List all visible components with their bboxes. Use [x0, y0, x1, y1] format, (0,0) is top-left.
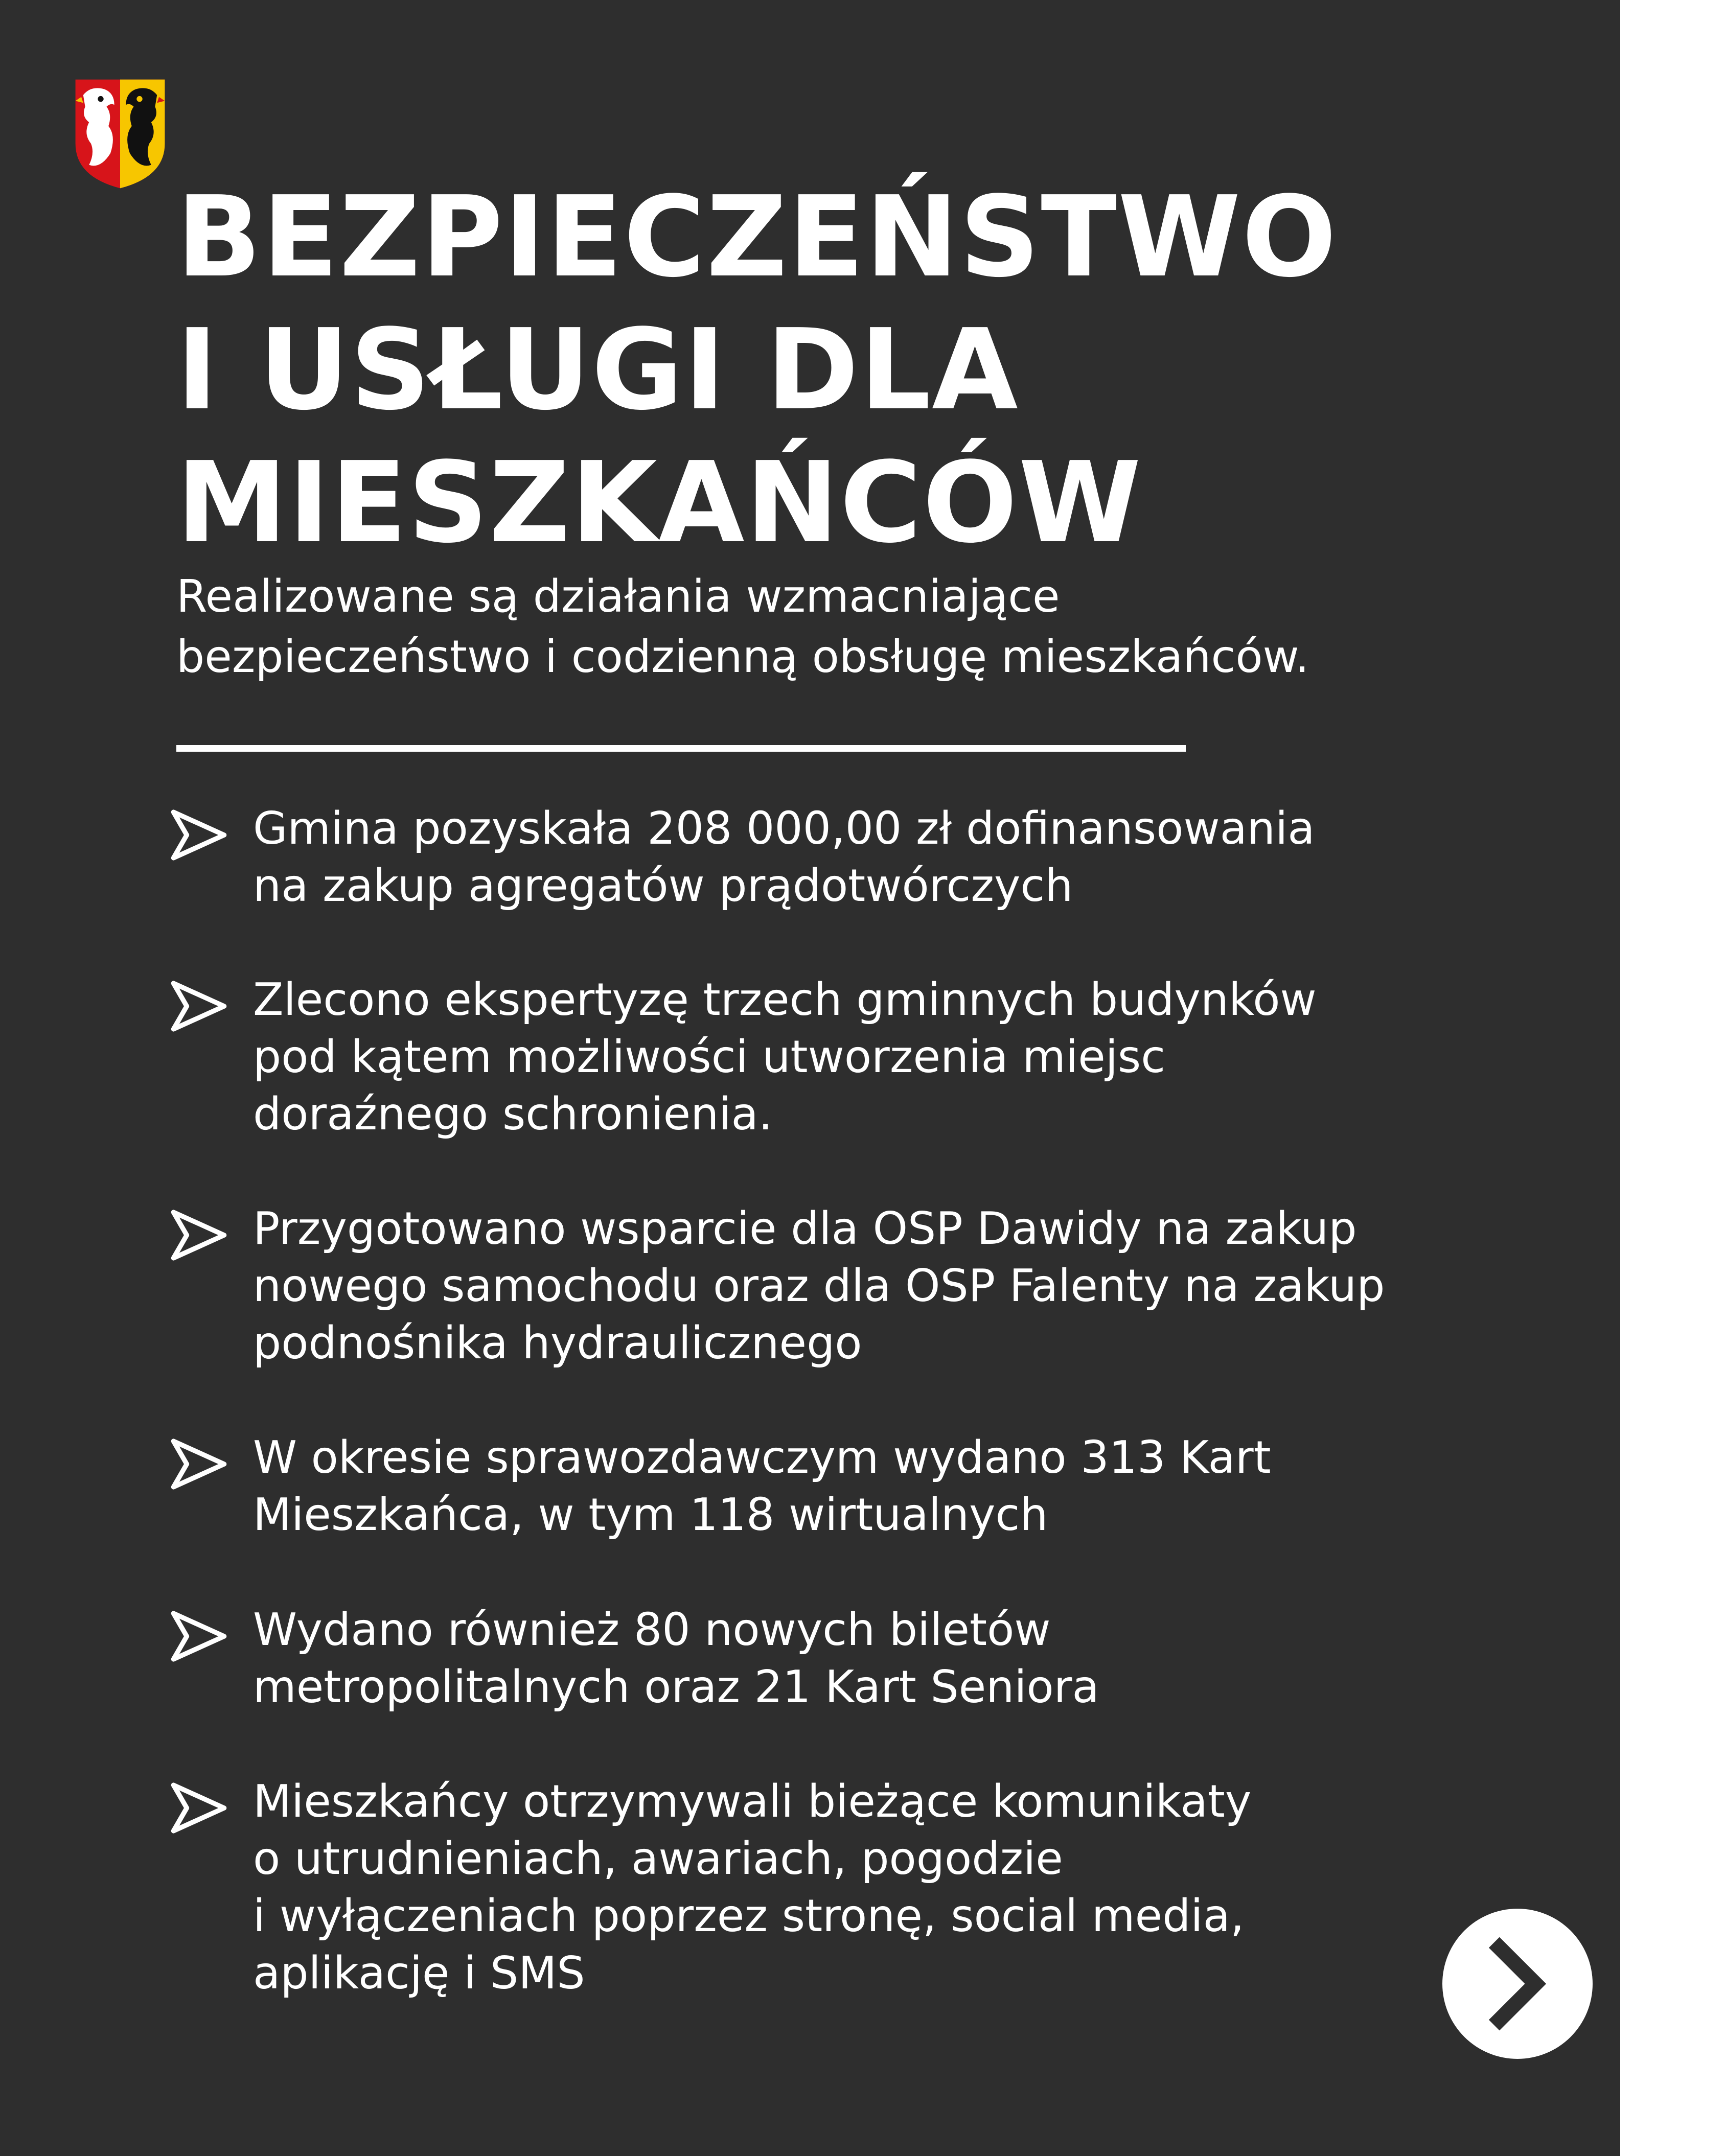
chevron-right-icon	[1442, 1909, 1593, 2059]
subtitle-line-2: bezpieczeństwo i codzienną obsługę mieszkańców.	[176, 631, 1309, 683]
arrow-right-outline-icon	[169, 1606, 229, 1666]
list-item-line: Zlecono ekspertyzę trzech gminnych budynków	[253, 973, 1317, 1026]
list-item-line: Mieszkańca, w tym 118 wirtualnych	[253, 1489, 1048, 1541]
list-item-line: nowego samochodu oraz dla OSP Falenty na zakup	[253, 1260, 1385, 1312]
title-line-2: I USŁUGI DLA	[176, 306, 1019, 435]
title-line-3: MIESZKAŃCÓW	[176, 438, 1142, 568]
next-slide-button[interactable]	[1442, 1909, 1593, 2059]
title-line-1: BEZPIECZEŃSTWO	[176, 173, 1338, 302]
list-item-line: metropolitalnych oraz 21 Kart Seniora	[253, 1661, 1099, 1713]
list-item-text	[253, 1601, 1099, 1715]
list-item-text	[253, 971, 1317, 1143]
list-item-line: o utrudnieniach, awariach, pogodzie	[253, 1833, 1063, 1885]
arrow-right-outline-icon	[169, 976, 229, 1036]
subtitle-line-1: Realizowane są działania wzmacniające	[176, 570, 1060, 622]
coat-of-arms-icon	[72, 76, 169, 192]
arrow-right-outline-icon	[169, 1778, 229, 1838]
list-item-text	[253, 1429, 1271, 1543]
arrow-right-outline-icon	[169, 805, 229, 865]
divider	[176, 745, 1186, 752]
list-item-line: podnośnika hydraulicznego	[253, 1317, 862, 1369]
list-item-line: Wydano również 80 nowych biletów	[253, 1604, 1051, 1656]
list-item-text	[253, 1200, 1385, 1372]
list-item-line: W okresie sprawozdawczym wydano 313 Kart	[253, 1431, 1271, 1483]
page-title	[176, 171, 1338, 570]
list-item-line: i wyłączeniach poprzez stronę, social media,	[253, 1890, 1245, 1942]
list-item-line: na zakup agregatów prądotwórczych	[253, 860, 1073, 912]
list-item-line: pod kątem możliwości utworzenia miejsc	[253, 1031, 1166, 1083]
list-item-line: Przygotowano wsparcie dla OSP Dawidy na zakup	[253, 1202, 1357, 1255]
list-item-line: Mieszkańcy otrzymywali bieżące komunikaty	[253, 1775, 1252, 1827]
arrow-right-outline-icon	[169, 1434, 229, 1494]
list-item-text	[253, 800, 1315, 914]
list-item-line: Gmina pozyskała 208 000,00 zł dofinansowania	[253, 802, 1315, 854]
subtitle	[176, 566, 1309, 687]
list-item-line: doraźnego schronienia.	[253, 1088, 773, 1140]
list-item-line: aplikację i SMS	[253, 1947, 585, 1999]
list-item-text	[253, 1773, 1251, 2002]
arrow-right-outline-icon	[169, 1205, 229, 1265]
